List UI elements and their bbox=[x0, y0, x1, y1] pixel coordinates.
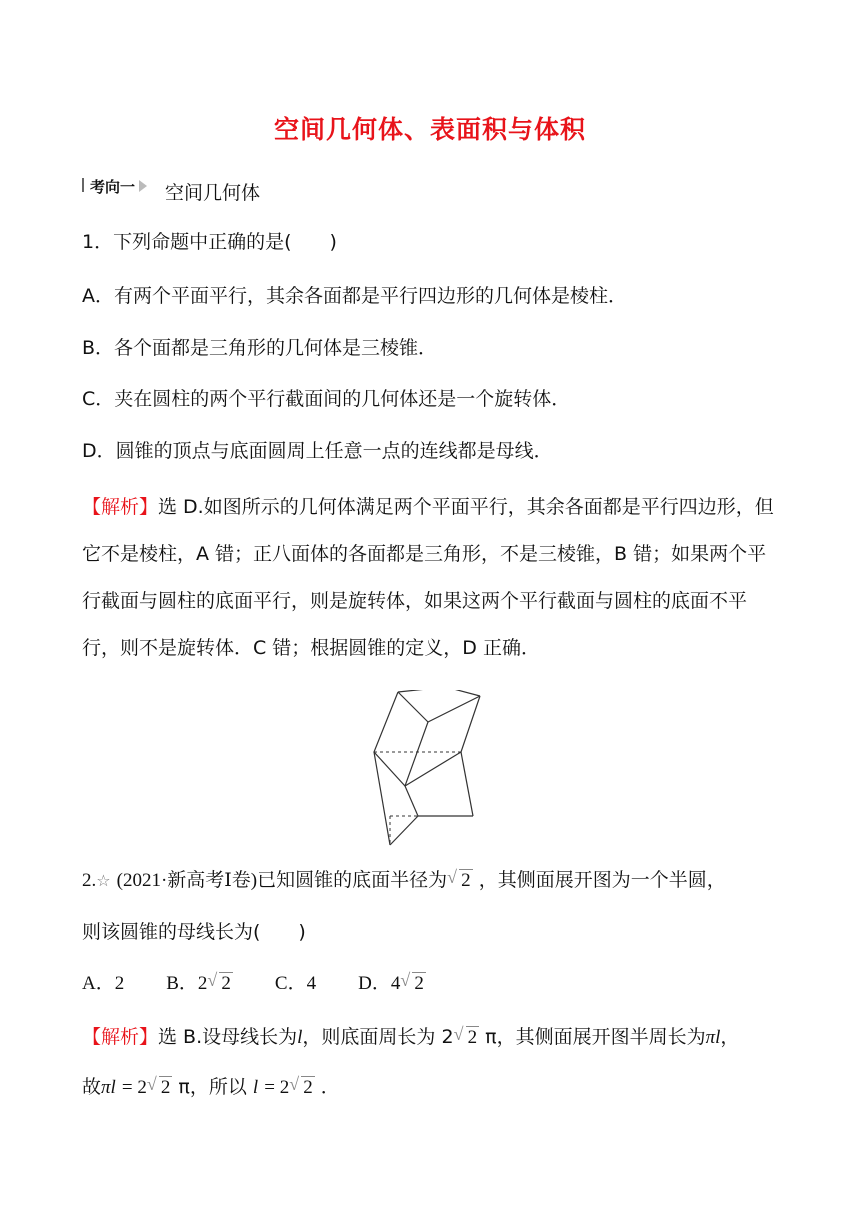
question-2-option-c: C．4 bbox=[274, 973, 317, 994]
section-arrow-icon bbox=[139, 180, 147, 192]
question-2-source: (2021·新高考Ⅰ卷) bbox=[116, 870, 258, 891]
question-1-option-a: A．有两个平面平行，其余各面都是平行四边形的几何体是棱柱． bbox=[82, 285, 627, 307]
question-1-analysis bbox=[82, 484, 782, 672]
star-icon: ☆ bbox=[96, 871, 111, 890]
page-title: 空间几何体、表面积与体积 bbox=[273, 115, 586, 144]
sqrt-expression: √ 2 bbox=[448, 870, 473, 893]
analysis-text: 选 D.如图所示的几何体满足两个平面平行，其余各面都是平行四边形，但它不是棱柱，A 错；正八面体的各面都是三角形，不是三棱锥，B 错；如果两个平行截面与圆柱的底面平行，则是旋转体，如果这两个平行截面与圆柱的底面不平行，则不是旋转体．C 错；根据圆锥的定义，D 正确． bbox=[82, 496, 774, 659]
question-2-options bbox=[82, 973, 426, 996]
question-2-analysis: 【解析】选 B.设母线长为l，则底面周长为 2√ 2 π，其侧面展开图半周长为πl， bbox=[82, 1026, 739, 1050]
section-title: 空间几何体 bbox=[165, 181, 261, 204]
question-1-option-d: D．圆锥的顶点与底面圆周上任意一点的连线都是母线． bbox=[82, 440, 553, 462]
section-tag: 考向一 bbox=[82, 176, 135, 197]
prism-figure bbox=[368, 690, 488, 850]
question-1-option-b: B．各个面都是三角形的几何体是三棱锥． bbox=[82, 337, 438, 359]
question-2-stem-continued: 则该圆锥的母线长为( ) bbox=[82, 921, 306, 943]
question-1-stem: 1．下列命题中正确的是( ) bbox=[82, 231, 337, 253]
question-2-analysis-continued: 故πl = 2√ 2 π，所以 l = 2√ 2 ． bbox=[82, 1076, 340, 1100]
analysis-label-2: 【解析】 bbox=[82, 1026, 159, 1048]
question-2-option-b: B．2√ 2 bbox=[166, 973, 233, 994]
question-2-option-d: D．4√ 2 bbox=[358, 973, 426, 994]
analysis-label: 【解析】 bbox=[82, 496, 159, 518]
question-2-option-a: A．2 bbox=[82, 973, 125, 994]
section-header bbox=[82, 174, 260, 208]
question-1-option-c: C．夹在圆柱的两个平行截面间的几何体还是一个旋转体． bbox=[82, 388, 571, 410]
question-2-stem: 2.☆ (2021·新高考Ⅰ卷)已知圆锥的底面半径为√ 2 ，其侧面展开图为一个半圆， bbox=[82, 869, 726, 893]
